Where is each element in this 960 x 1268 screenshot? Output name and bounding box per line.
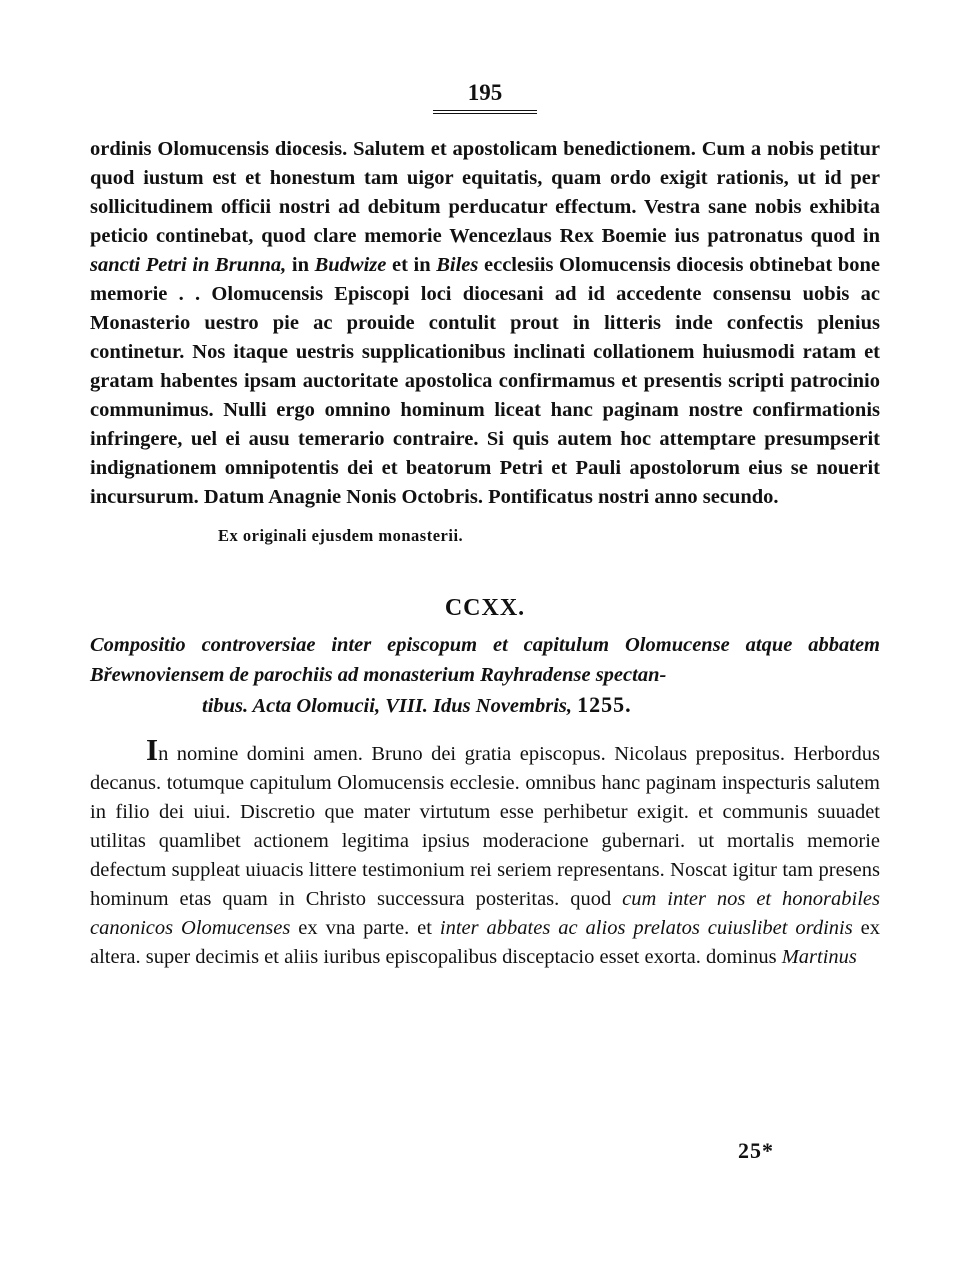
charter-part-1: n nomine domini amen. Bruno dei gratia episcopus. Nicolaus prepositus. Herbordus decanus. totumque capitulum Olomucensis ecclesie. omnibus hanc paginam inspecturis salutem in filio dei uiui. Discretio que mater virtutum esse perhibetur exigit. et communis suuadet utilitas quamlibet actionem legitima ipsius moderacione gubernari. ut mortalis memorie defectum suppleat uiuacis littere testimonium rei seriem representans. Noscat igitur tam presens hominum etas quam in Christo successura posteritas. quod [90,743,880,910]
continuation-italic-1: sancti Petri in Brunna, [90,254,287,276]
regest-text: Compositio controversiae inter episcopum et capitulum Olomucense atque abbatem Břewnoviensem de parochiis ad monasterium Rayhradense spectan- [90,634,880,686]
continuation-italic-3: Biles [436,254,479,276]
continuation-paragraph [90,135,880,512]
charter-italic-3: Martinus [781,946,857,968]
page-number: 195 [467,80,503,105]
continuation-part-4: ecclesiis Olomucensis diocesis obtinebat bone memorie . . Olomucensis Episcopi loci diocesani ad id accedente consensu uobis ac Monasterio uestro pie ac prouide contulit prout in litteris inde confectis plenius continetur. Nos itaque uestris supplicationibus inclinati collationem huiusmodi ratam et gratam habentes ipsam auctoritate apostolica confirmamus et presentis scripti patrocinio communimus. Nulli ergo omnino hominum liceat hanc paginam nostre confirmationis infringere, uel ei ausu temerario contraire. Si quis autem hoc attemptare presumpserit indignationem omnipotentis dei et beatorum Petri et Pauli apostolorum eius se nouerit incursurum. Datum Anagnie Nonis Octobris. Pontificatus nostri anno secundo. [90,254,880,508]
charter-part-3: ex altera. super decimis et aliis iuribus episcopalibus disceptacio esset exorta. dominus [90,917,881,968]
signature-mark: 25* [738,1138,774,1163]
charter-text [90,732,881,972]
charter-italic-1: cum inter nos et honorabiles canonicos Olomucenses [90,888,880,939]
page-number-rule [433,110,537,114]
continuation-part-3: et in [386,254,437,276]
charter-italic-2: inter abbates ac alios prelatos cuiuslibet ordinis [439,917,853,939]
continuation-part-1: ordinis Olomucensis diocesis. Salutem et apostolicam benedictionem. Cum a nobis petitur quod iustum est et honestum tam uigor equitatis, quam ordo exigit rationis, ut id per sollicitudinem officii nostri ad debitum perducatur effectum. Vestra sane nobis exhibita peticio continebat, quod clare memorie Wencezlaus Rex Boemie ius patronatus quod in [90,138,880,247]
regest-tail-line [90,690,880,721]
page [90,78,880,972]
regest-tail: tibus. Acta Olomucii, VIII. Idus Novembris, [202,695,578,717]
previous-charter-text [90,135,880,512]
regest-year: 1255. [577,692,632,717]
charter-initial: I [146,732,159,767]
regest-heading [90,630,880,721]
continuation-italic-2: Budwize [314,254,387,276]
charter-part-2: ex vna parte. et [290,917,440,939]
document-number: CCXX. [444,595,526,621]
continuation-part-2: in [286,254,315,276]
source-note: Ex originali ejusdem monasterii. [218,526,464,545]
